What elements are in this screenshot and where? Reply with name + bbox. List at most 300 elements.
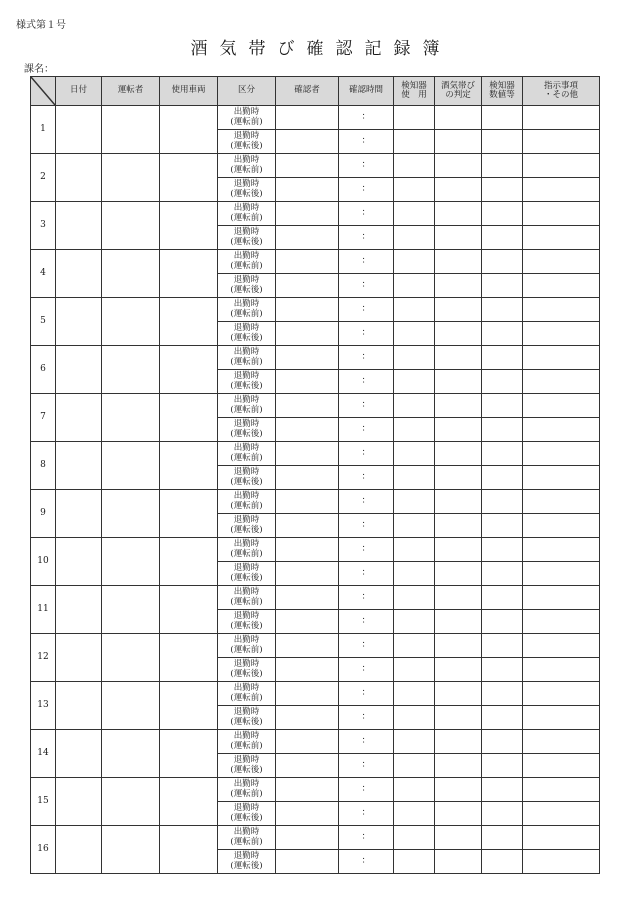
detector-use-cell[interactable] (394, 658, 435, 682)
alcohol-judgment-cell[interactable] (435, 586, 482, 610)
category-before-line2: (運転前) (230, 644, 263, 655)
check-time-cell[interactable]: ： (339, 346, 394, 370)
instructions-cell[interactable] (523, 514, 600, 538)
category-before-line1: 出勤時 (233, 731, 260, 741)
alcohol-judgment-cell[interactable] (435, 274, 482, 298)
driver-cell[interactable] (102, 442, 160, 490)
instructions-cell[interactable] (523, 250, 600, 274)
date-cell[interactable] (56, 730, 102, 778)
date-cell[interactable] (56, 490, 102, 538)
detector-value-cell[interactable] (482, 394, 523, 418)
detector-value-cell[interactable] (482, 754, 523, 778)
category-before (218, 586, 276, 610)
confirmer-cell[interactable] (276, 802, 339, 826)
alcohol-judgment-cell[interactable] (435, 394, 482, 418)
detector-use-cell[interactable] (394, 754, 435, 778)
check-time-cell[interactable]: ： (339, 826, 394, 850)
driver-cell[interactable] (102, 346, 160, 394)
category-after-line2: (運転後) (230, 428, 263, 439)
instructions-cell[interactable] (523, 538, 600, 562)
alcohol-judgment-cell[interactable] (435, 730, 482, 754)
category-before-line1: 出勤時 (233, 251, 260, 261)
detector-use-cell[interactable] (394, 370, 435, 394)
alcohol-judgment-cell[interactable] (435, 490, 482, 514)
category-after-line1: 退勤時 (233, 323, 260, 333)
table-row (31, 778, 600, 802)
confirmer-cell[interactable] (276, 562, 339, 586)
driver-cell[interactable] (102, 634, 160, 682)
category-before-line2: (運転前) (230, 452, 263, 463)
check-time-cell[interactable]: ： (339, 658, 394, 682)
detector-value-cell[interactable] (482, 178, 523, 202)
category-after (218, 658, 276, 682)
detector-use-cell[interactable] (394, 778, 435, 802)
confirmer-cell[interactable] (276, 274, 339, 298)
date-cell[interactable] (56, 538, 102, 586)
alcohol-judgment-cell[interactable] (435, 562, 482, 586)
date-cell[interactable] (56, 826, 102, 874)
confirmer-cell[interactable] (276, 538, 339, 562)
check-time-cell[interactable]: ： (339, 370, 394, 394)
category-before-line1: 出勤時 (233, 155, 260, 165)
instructions-cell[interactable] (523, 778, 600, 802)
check-time-cell[interactable]: ： (339, 106, 394, 130)
detector-value-cell[interactable] (482, 154, 523, 178)
detector-use-cell[interactable] (394, 538, 435, 562)
date-cell[interactable] (56, 586, 102, 634)
instructions-cell[interactable] (523, 466, 600, 490)
check-time-cell[interactable]: ： (339, 634, 394, 658)
category-before-line1: 出勤時 (233, 443, 260, 453)
detector-use-cell[interactable] (394, 394, 435, 418)
detector-use-cell[interactable] (394, 562, 435, 586)
detector-value-cell[interactable] (482, 682, 523, 706)
row-number: 7 (31, 394, 56, 442)
instructions-cell[interactable] (523, 826, 600, 850)
row-number: 6 (31, 346, 56, 394)
table-row (31, 394, 600, 418)
confirmer-cell[interactable] (276, 370, 339, 394)
driver-cell[interactable] (102, 490, 160, 538)
detector-value-cell[interactable] (482, 346, 523, 370)
diagonal-line (31, 77, 55, 105)
vehicle-cell[interactable] (160, 154, 218, 202)
category-after-line1: 退勤時 (233, 755, 260, 765)
check-time-cell[interactable]: ： (339, 682, 394, 706)
instructions-cell[interactable] (523, 634, 600, 658)
check-time-cell[interactable]: ： (339, 610, 394, 634)
driver-cell[interactable] (102, 730, 160, 778)
alcohol-judgment-cell[interactable] (435, 850, 482, 874)
vehicle-cell[interactable] (160, 346, 218, 394)
check-time-cell[interactable]: ： (339, 202, 394, 226)
instructions-cell[interactable] (523, 154, 600, 178)
alcohol-judgment-cell[interactable] (435, 538, 482, 562)
detector-value-cell[interactable] (482, 562, 523, 586)
instructions-cell[interactable] (523, 298, 600, 322)
instructions-cell[interactable] (523, 730, 600, 754)
detector-value-cell[interactable] (482, 634, 523, 658)
confirmer-cell[interactable] (276, 394, 339, 418)
check-time-cell[interactable]: ： (339, 778, 394, 802)
detector-value-cell[interactable] (482, 250, 523, 274)
row-number: 11 (31, 586, 56, 634)
detector-value-cell[interactable] (482, 850, 523, 874)
detector-use-cell[interactable] (394, 154, 435, 178)
detector-use-cell[interactable] (394, 418, 435, 442)
category-after-line1: 退勤時 (233, 275, 260, 285)
confirmer-cell[interactable] (276, 178, 339, 202)
detector-value-cell[interactable] (482, 274, 523, 298)
detector-use-cell[interactable] (394, 802, 435, 826)
confirmer-cell[interactable] (276, 706, 339, 730)
instructions-cell[interactable] (523, 322, 600, 346)
category-before-line2: (運転前) (230, 596, 263, 607)
table-row (31, 106, 600, 130)
detector-use-cell[interactable] (394, 826, 435, 850)
alcohol-judgment-cell[interactable] (435, 322, 482, 346)
check-time-cell[interactable]: ： (339, 850, 394, 874)
check-time-cell[interactable]: ： (339, 298, 394, 322)
instructions-cell[interactable] (523, 610, 600, 634)
confirmer-cell[interactable] (276, 682, 339, 706)
confirmer-cell[interactable] (276, 826, 339, 850)
driver-cell[interactable] (102, 778, 160, 826)
vehicle-cell[interactable] (160, 202, 218, 250)
driver-cell[interactable] (102, 250, 160, 298)
vehicle-cell[interactable] (160, 394, 218, 442)
instructions-cell[interactable] (523, 418, 600, 442)
driver-cell[interactable] (102, 154, 160, 202)
confirmer-cell[interactable] (276, 514, 339, 538)
category-after-line2: (運転後) (230, 332, 263, 343)
alcohol-judgment-cell[interactable] (435, 154, 482, 178)
alcohol-judgment-cell[interactable] (435, 178, 482, 202)
alcohol-judgment-cell[interactable] (435, 130, 482, 154)
instructions-cell[interactable] (523, 274, 600, 298)
category-after-line2: (運転後) (230, 284, 263, 295)
check-time-cell[interactable]: ： (339, 586, 394, 610)
confirmer-cell[interactable] (276, 442, 339, 466)
detector-use-cell[interactable] (394, 442, 435, 466)
category-after-line1: 退勤時 (233, 131, 260, 141)
category-after-line2: (運転後) (230, 140, 263, 151)
confirmer-cell[interactable] (276, 754, 339, 778)
category-before-line2: (運転前) (230, 212, 263, 223)
instructions-cell[interactable] (523, 370, 600, 394)
check-time-cell[interactable]: ： (339, 466, 394, 490)
category-after-line2: (運転後) (230, 620, 263, 631)
check-time-cell[interactable]: ： (339, 178, 394, 202)
header-category: 区分 (218, 77, 276, 106)
date-cell[interactable] (56, 346, 102, 394)
category-before (218, 634, 276, 658)
date-cell[interactable] (56, 298, 102, 346)
table-row (31, 346, 600, 370)
alcohol-judgment-cell[interactable] (435, 682, 482, 706)
instructions-cell[interactable] (523, 442, 600, 466)
instructions-cell[interactable] (523, 706, 600, 730)
check-time-cell[interactable]: ： (339, 394, 394, 418)
detector-use-cell[interactable] (394, 730, 435, 754)
detector-use-cell[interactable] (394, 706, 435, 730)
instructions-cell[interactable] (523, 346, 600, 370)
category-after-line2: (運転後) (230, 572, 263, 583)
alcohol-judgment-cell[interactable] (435, 610, 482, 634)
category-after (218, 274, 276, 298)
detector-value-cell[interactable] (482, 442, 523, 466)
category-before-line1: 出勤時 (233, 587, 260, 597)
vehicle-cell[interactable] (160, 250, 218, 298)
alcohol-judgment-cell[interactable] (435, 370, 482, 394)
detector-value-cell[interactable] (482, 466, 523, 490)
confirmer-cell[interactable] (276, 610, 339, 634)
vehicle-cell[interactable] (160, 682, 218, 730)
date-cell[interactable] (56, 682, 102, 730)
instructions-cell[interactable] (523, 130, 600, 154)
alcohol-judgment-cell[interactable] (435, 778, 482, 802)
alcohol-judgment-cell[interactable] (435, 706, 482, 730)
header-vehicle: 使用車両 (160, 77, 218, 106)
vehicle-cell[interactable] (160, 730, 218, 778)
confirmer-cell[interactable] (276, 298, 339, 322)
header-driver: 運転者 (102, 77, 160, 106)
category-after-line2: (運転後) (230, 860, 263, 871)
detector-value-cell[interactable] (482, 298, 523, 322)
vehicle-cell[interactable] (160, 490, 218, 538)
instructions-cell[interactable] (523, 106, 600, 130)
confirmer-cell[interactable] (276, 850, 339, 874)
category-before-line2: (運転前) (230, 548, 263, 559)
check-time-cell[interactable]: ： (339, 730, 394, 754)
driver-cell[interactable] (102, 682, 160, 730)
check-time-cell[interactable]: ： (339, 154, 394, 178)
detector-use-cell[interactable] (394, 514, 435, 538)
check-time-cell[interactable]: ： (339, 514, 394, 538)
alcohol-judgment-cell[interactable] (435, 826, 482, 850)
detector-value-cell[interactable] (482, 130, 523, 154)
instructions-cell[interactable] (523, 394, 600, 418)
date-cell[interactable] (56, 106, 102, 154)
detector-use-cell[interactable] (394, 226, 435, 250)
instructions-cell[interactable] (523, 178, 600, 202)
driver-cell[interactable] (102, 826, 160, 874)
confirmer-cell[interactable] (276, 778, 339, 802)
detector-use-cell[interactable] (394, 490, 435, 514)
date-cell[interactable] (56, 202, 102, 250)
confirmer-cell[interactable] (276, 658, 339, 682)
detector-use-cell[interactable] (394, 586, 435, 610)
alcohol-judgment-cell[interactable] (435, 442, 482, 466)
detector-value-cell[interactable] (482, 778, 523, 802)
vehicle-cell[interactable] (160, 442, 218, 490)
detector-use-cell[interactable] (394, 298, 435, 322)
detector-value-cell[interactable] (482, 730, 523, 754)
detector-use-cell[interactable] (394, 250, 435, 274)
row-number: 12 (31, 634, 56, 682)
detector-use-cell[interactable] (394, 466, 435, 490)
date-cell[interactable] (56, 250, 102, 298)
detector-value-cell[interactable] (482, 586, 523, 610)
category-after (218, 562, 276, 586)
detector-value-cell[interactable] (482, 802, 523, 826)
check-time-cell[interactable]: ： (339, 706, 394, 730)
instructions-cell[interactable] (523, 754, 600, 778)
category-before-line2: (運転前) (230, 164, 263, 175)
confirmer-cell[interactable] (276, 490, 339, 514)
confirmer-cell[interactable] (276, 130, 339, 154)
detector-use-cell[interactable] (394, 850, 435, 874)
alcohol-judgment-cell[interactable] (435, 202, 482, 226)
check-time-cell[interactable]: ： (339, 274, 394, 298)
check-time-cell[interactable]: ： (339, 442, 394, 466)
detector-use-cell[interactable] (394, 130, 435, 154)
vehicle-cell[interactable] (160, 298, 218, 346)
instructions-cell[interactable] (523, 802, 600, 826)
detector-value-cell[interactable] (482, 106, 523, 130)
detector-use-cell[interactable] (394, 274, 435, 298)
category-after (218, 754, 276, 778)
detector-value-cell[interactable] (482, 706, 523, 730)
driver-cell[interactable] (102, 586, 160, 634)
detector-value-cell[interactable] (482, 226, 523, 250)
instructions-cell[interactable] (523, 850, 600, 874)
alcohol-judgment-cell[interactable] (435, 346, 482, 370)
check-time-cell[interactable]: ： (339, 418, 394, 442)
confirmer-cell[interactable] (276, 586, 339, 610)
vehicle-cell[interactable] (160, 778, 218, 826)
table-row (31, 442, 600, 466)
check-time-cell[interactable]: ： (339, 754, 394, 778)
category-after (218, 322, 276, 346)
instructions-cell[interactable] (523, 682, 600, 706)
date-cell[interactable] (56, 442, 102, 490)
instructions-cell[interactable] (523, 586, 600, 610)
driver-cell[interactable] (102, 538, 160, 586)
confirmer-cell[interactable] (276, 730, 339, 754)
instructions-cell[interactable] (523, 658, 600, 682)
vehicle-cell[interactable] (160, 826, 218, 874)
alcohol-check-log-table (30, 76, 600, 874)
instructions-cell[interactable] (523, 562, 600, 586)
detector-use-cell[interactable] (394, 682, 435, 706)
row-number: 4 (31, 250, 56, 298)
category-after-line2: (運転後) (230, 716, 263, 727)
check-time-cell[interactable]: ： (339, 802, 394, 826)
alcohol-judgment-cell[interactable] (435, 754, 482, 778)
detector-value-cell[interactable] (482, 370, 523, 394)
header-detector-value-line2: 数値等 (489, 90, 515, 100)
category-before-line2: (運転前) (230, 500, 263, 511)
check-time-cell[interactable]: ： (339, 226, 394, 250)
check-time-cell[interactable]: ： (339, 322, 394, 346)
category-after-line1: 退勤時 (233, 227, 260, 237)
row-number: 14 (31, 730, 56, 778)
detector-use-cell[interactable] (394, 346, 435, 370)
vehicle-cell[interactable] (160, 538, 218, 586)
check-time-cell[interactable]: ： (339, 490, 394, 514)
confirmer-cell[interactable] (276, 322, 339, 346)
detector-use-cell[interactable] (394, 106, 435, 130)
driver-cell[interactable] (102, 202, 160, 250)
vehicle-cell[interactable] (160, 586, 218, 634)
alcohol-judgment-cell[interactable] (435, 634, 482, 658)
category-before (218, 682, 276, 706)
confirmer-cell[interactable] (276, 154, 339, 178)
category-after (218, 610, 276, 634)
detector-value-cell[interactable] (482, 538, 523, 562)
instructions-cell[interactable] (523, 202, 600, 226)
instructions-cell[interactable] (523, 490, 600, 514)
alcohol-judgment-cell[interactable] (435, 106, 482, 130)
detector-use-cell[interactable] (394, 202, 435, 226)
table-row (31, 154, 600, 178)
category-after (218, 706, 276, 730)
category-before-line1: 出勤時 (233, 107, 260, 117)
check-time-cell[interactable]: ： (339, 130, 394, 154)
category-after-line2: (運転後) (230, 476, 263, 487)
date-cell[interactable] (56, 634, 102, 682)
date-cell[interactable] (56, 154, 102, 202)
category-after-line1: 退勤時 (233, 707, 260, 717)
detector-use-cell[interactable] (394, 610, 435, 634)
confirmer-cell[interactable] (276, 634, 339, 658)
detector-value-cell[interactable] (482, 202, 523, 226)
detector-use-cell[interactable] (394, 322, 435, 346)
detector-value-cell[interactable] (482, 418, 523, 442)
confirmer-cell[interactable] (276, 466, 339, 490)
alcohol-judgment-cell[interactable] (435, 514, 482, 538)
detector-value-cell[interactable] (482, 490, 523, 514)
driver-cell[interactable] (102, 298, 160, 346)
alcohol-judgment-cell[interactable] (435, 250, 482, 274)
header-alcohol-judgment (435, 77, 482, 106)
date-cell[interactable] (56, 394, 102, 442)
alcohol-judgment-cell[interactable] (435, 418, 482, 442)
document-title: 酒気帯び確認記録簿 (190, 39, 452, 59)
vehicle-cell[interactable] (160, 634, 218, 682)
alcohol-judgment-cell[interactable] (435, 298, 482, 322)
check-time-cell[interactable]: ： (339, 538, 394, 562)
detector-value-cell[interactable] (482, 658, 523, 682)
alcohol-judgment-cell[interactable] (435, 466, 482, 490)
instructions-cell[interactable] (523, 226, 600, 250)
date-cell[interactable] (56, 778, 102, 826)
detector-use-cell[interactable] (394, 178, 435, 202)
detector-value-cell[interactable] (482, 610, 523, 634)
alcohol-judgment-cell[interactable] (435, 226, 482, 250)
confirmer-cell[interactable] (276, 346, 339, 370)
check-time-cell[interactable]: ： (339, 562, 394, 586)
confirmer-cell[interactable] (276, 418, 339, 442)
check-time-cell[interactable]: ： (339, 250, 394, 274)
detector-value-cell[interactable] (482, 514, 523, 538)
detector-value-cell[interactable] (482, 322, 523, 346)
category-after (218, 178, 276, 202)
confirmer-cell[interactable] (276, 106, 339, 130)
detector-value-cell[interactable] (482, 826, 523, 850)
confirmer-cell[interactable] (276, 226, 339, 250)
row-number: 2 (31, 154, 56, 202)
vehicle-cell[interactable] (160, 106, 218, 154)
detector-use-cell[interactable] (394, 634, 435, 658)
driver-cell[interactable] (102, 394, 160, 442)
alcohol-judgment-cell[interactable] (435, 802, 482, 826)
driver-cell[interactable] (102, 106, 160, 154)
confirmer-cell[interactable] (276, 250, 339, 274)
alcohol-judgment-cell[interactable] (435, 658, 482, 682)
confirmer-cell[interactable] (276, 202, 339, 226)
